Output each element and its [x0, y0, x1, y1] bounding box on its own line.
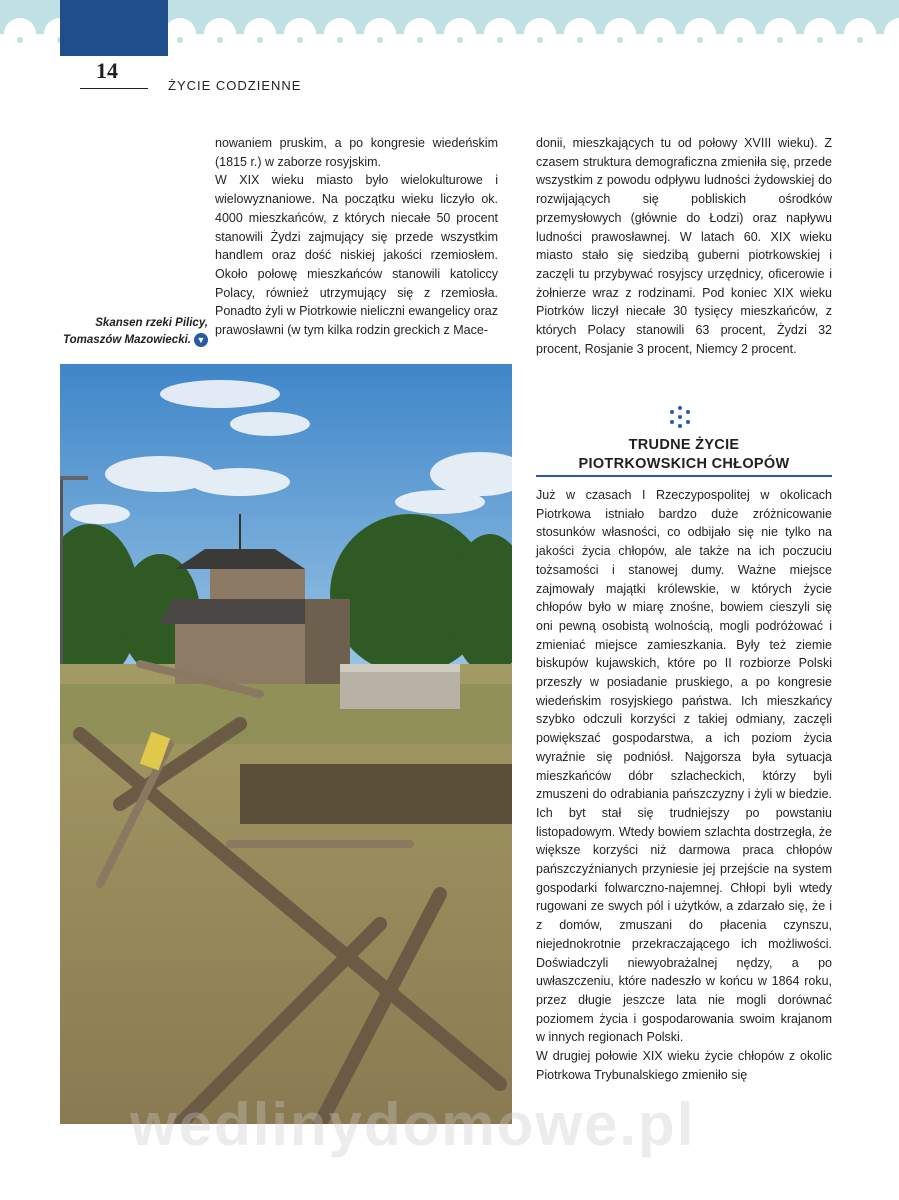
box-title-rule: [536, 475, 832, 477]
box-title-line-1: TRUDNE ŻYCIE: [628, 437, 740, 453]
text-column-3: [536, 486, 832, 1085]
section-title: ŻYCIE CODZIENNE: [168, 78, 302, 93]
caption-line-1: Skansen rzeki Pilicy,: [95, 317, 208, 329]
text-column-2: [536, 134, 832, 358]
paragraph: W drugiej połowie XIX wieku życie chłopów z okolic Piotrkowa Trybunalskiego zmieniło się: [536, 1049, 832, 1082]
paragraph: W XIX wieku miasto było wielokulturowe i wielowyznaniowe. Na początku wieku liczyło ok. 4000 mieszkańców, z których niecałe 50 procent stanowili Żydzi zajmujący się przede wszystkim handlem oraz dość niskiej jakości rzemiosłem. Około połowę mieszkańców stanowili katoliccy Polacy, również utrzymujący się z rzemiosła. Ponadto żyli w Piotrkowie nieliczni ewangelicy oraz prawosławni (w tym kilka rodzin greckich z Mace-: [215, 173, 498, 338]
photo-caption: [58, 315, 208, 349]
box-title: [536, 436, 832, 474]
skansen-photo: [60, 364, 512, 1124]
watermark: wedlinydomowe.pl: [130, 1091, 696, 1158]
box-title-line-2: PIOTRKOWSKICH CHŁOPÓW: [578, 456, 790, 472]
paragraph: nowaniem pruskim, a po kongresie wiedeńskim (1815 r.) w zaborze rosyjskim.: [215, 136, 498, 169]
text-column-1: [215, 134, 498, 340]
chevron-down-icon: ▼: [194, 333, 208, 347]
page-number: 14: [96, 58, 118, 83]
page-tab: [60, 0, 168, 56]
snowflake-icon: [667, 404, 693, 430]
caption-line-2: Tomaszów Mazowiecki.: [62, 334, 191, 346]
paragraph: donii, mieszkających tu od połowy XVIII wieku). Z czasem struktura demograficzna zmieniła się, przede wszystkim z powodu odpływu ludności żydowskiej do rozwijających się pobliskich ośrodków przemysłowych (głównie do Łodzi) oraz napływu ludności prawosławnej. W latach 60. XIX wieku miasto stało się siedzibą guberni piotrkowskiej i zaczęli tu przybywać rosyjscy urzędnicy, oficerowie i żołnierze wraz z rodzinami. Pod koniec XIX wieku Piotrków liczył niecałe 30 tysięcy mieszkańców, z których Polacy stanowili 63 procent, Żydzi 32 procent, Rosjanie 3 procent, Niemcy 2 procent.: [536, 136, 832, 356]
page-number-rule: [80, 88, 148, 89]
paragraph: Już w czasach I Rzeczypospolitej w okolicach Piotrkowa istniało bardzo duże zróżnicowanie stosunków własności, co odbijało się nie tylko na jakości życia chłopów, ale także na ich poczuciu tożsamości i stanowej dumy. Ważne miejsce zajmowały majątki królewskie, w których życie chłopów było w miarę znośne, bowiem cieszyli się oni pewną osobistą wolnością, mogli podróżować i zmieniać miejsce zamieszkania. Były też ziemie biskupów kujawskich, które po II rozbiorze Polski przeszły w posiadanie pruskiego, a po kongresie wiedeńskim rosyjskiego państwa. Ich mieszkańcy szybko odczuli korzyści z takiej odmiany, zaczęli powiększać gospodarstwa, a ich poziom życia wyraźnie się podniósł. Najgorsza była sytuacja mieszkańców dóbr szlacheckich, którzy byli zmuszeni do odrabiania pańszczyzny i żyli w biedzie. Ich byt stał się trudniejszy po powstaniu listopadowym. Wtedy bowiem szlachta dostrzegła, że większe korzyści niż darmowa praca chłopów pańszczyźnianych przyniesie jej przejście na system gospodarki folwarczno-najemnej. Chłopi byli wtedy rugowani ze swych pól i użytków, a zdarzało się, że i z domów, zmuszani do płacenia czynszu, niejednokrotnie przekraczającego ich możliwości. Doświadczyli niewyobrażalnej nędzy, a po uwłaszczeniu, które nadeszło w końcu w 1864 roku, przez długie jeszcze lata nie mogli dorównać poziomem życia i gospodarowania swoim krajanom w innych regionach Polski.: [536, 488, 832, 1045]
header-band: [0, 0, 899, 60]
